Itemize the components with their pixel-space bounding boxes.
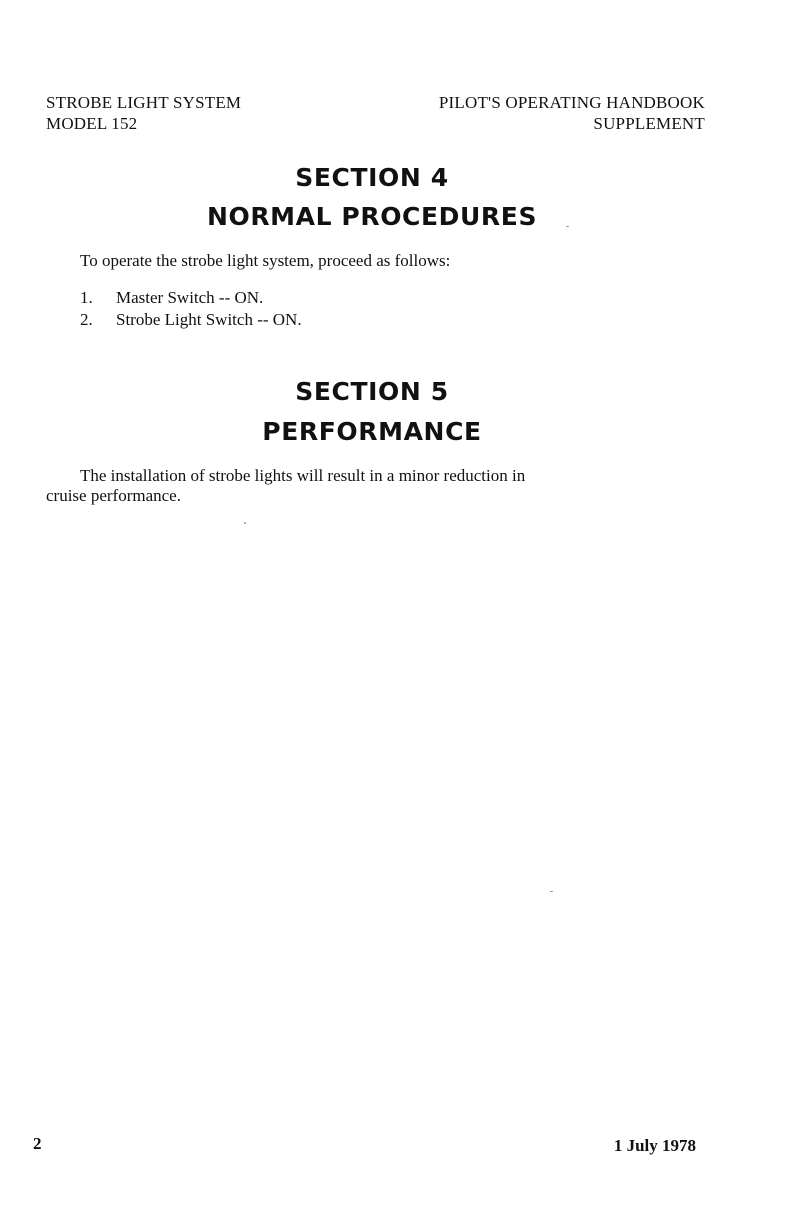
section5-title: PERFORMANCE <box>262 417 482 446</box>
header-handbook-title: PILOT'S OPERATING HANDBOOK <box>438 93 705 112</box>
issue-date: 1 July 1978 <box>613 1136 696 1155</box>
step-number: 2. <box>80 310 93 329</box>
step-text: Master Switch -- ON. <box>116 288 264 307</box>
section5-number: SECTION 5 <box>295 377 449 406</box>
list-item <box>80 287 302 309</box>
section4-number: SECTION 4 <box>295 163 449 192</box>
section5-paragraph-line2: cruise performance. <box>46 486 181 505</box>
step-number: 1. <box>80 288 93 307</box>
step-text: Strobe Light Switch -- ON. <box>116 310 302 329</box>
section4-title: NORMAL PROCEDURES <box>206 202 538 231</box>
scan-speck <box>244 522 246 524</box>
procedure-list <box>80 287 302 331</box>
header-model: MODEL 152 <box>46 114 138 133</box>
page-header-left <box>46 92 241 134</box>
scan-speck <box>566 226 569 227</box>
header-supplement: SUPPLEMENT <box>593 114 705 133</box>
section4-intro: To operate the strobe light system, proceed as follows: <box>80 251 451 270</box>
list-item <box>80 309 302 331</box>
page-number: 2 <box>33 1134 42 1153</box>
section5-paragraph-line1: The installation of strobe lights will result in a minor reduction in <box>80 466 526 485</box>
header-system-title: STROBE LIGHT SYSTEM <box>46 93 242 112</box>
page-header-right <box>439 92 705 134</box>
scan-speck <box>550 891 553 892</box>
